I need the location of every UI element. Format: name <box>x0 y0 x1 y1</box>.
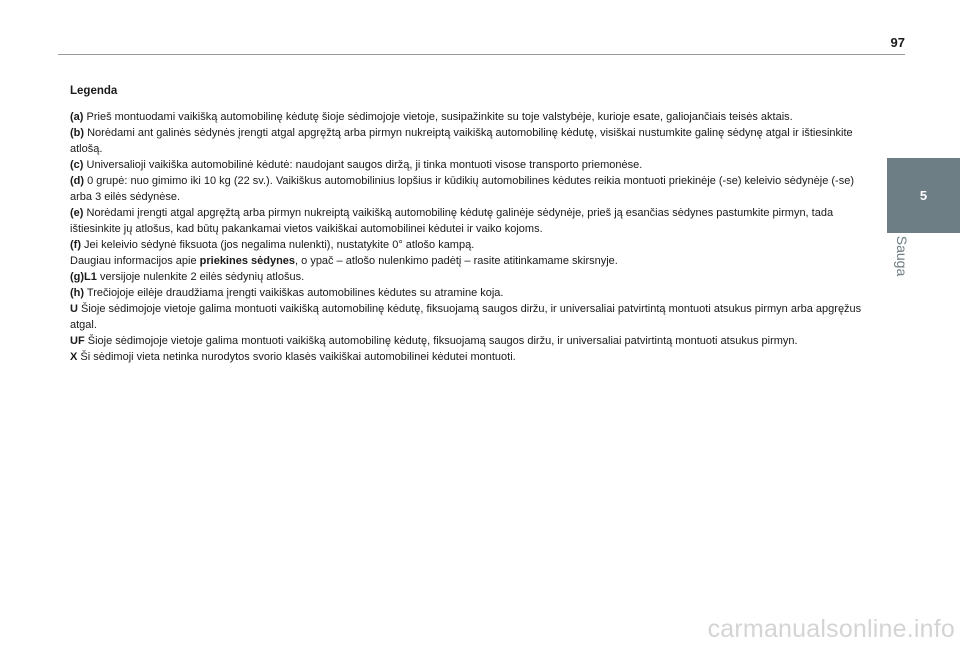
legend-item-g <box>70 269 865 285</box>
legend-list <box>70 109 865 365</box>
legend-heading: Legenda <box>70 85 118 97</box>
chapter-number: 5 <box>919 188 928 203</box>
legend-text: Šioje sėdimojoje vietoje galima montuoti vaikišką automobilinę kėdutę, fiksuojamą saugos diržu, ir universaliai patvirtintą montuoti atsukus pirmyn. <box>84 335 798 347</box>
legend-text: Daugiau informacijos apie <box>70 255 200 267</box>
legend-key: (f) <box>70 239 81 251</box>
legend-key: (d) <box>70 175 85 187</box>
front-seats-reference: priekines sėdynes <box>199 255 296 267</box>
legend-text: 0 grupė: nuo gimimo iki 10 kg (22 sv.). Vaikiškus automobilinius lopšius ir kūdikių automobilines kėdutes reikia montuoti priekinėje (-se) keleivio sėdynėje (-se) arba 3 eilės sėdynėse. <box>70 175 854 203</box>
legend-item-c <box>70 157 865 173</box>
legend-text: Ši sėdimoji vieta netinka nurodytos svorio klasės vaikiškai automobilinei kėdutei montuoti. <box>77 351 516 363</box>
legend-item-u <box>70 301 865 333</box>
legend-key: (a) <box>70 111 84 123</box>
legend-section <box>70 85 865 365</box>
page-number: 97 <box>890 35 905 50</box>
legend-item-uf <box>70 333 865 349</box>
legend-text: Universalioji vaikiška automobilinė kėdutė: naudojant saugos diržą, ji tinka montuoti visose transporto priemonėse. <box>83 159 643 171</box>
legend-key: (c) <box>70 159 84 171</box>
legend-item-b <box>70 125 865 157</box>
legend-item-f <box>70 237 865 253</box>
legend-text: Norėdami ant galinės sėdynės įrengti atgal apgręžtą arba pirmyn nukreiptą vaikišką automobilinę kėdutę, visiškai nustumkite galinę sėdynę atgal ir ištiesinkite atlošą. <box>70 127 853 155</box>
legend-key: U <box>70 303 78 315</box>
legend-text: Prieš montuodami vaikišką automobilinę kėdutę šioje sėdimojoje vietoje, susipažinkite su toje valstybėje, kurioje esate, galiojančiais teisės aktais. <box>83 111 793 123</box>
legend-item-a <box>70 109 865 125</box>
legend-text-after: , o ypač – atlošo nulenkimo padėtį – rasite atitinkamame skirsnyje. <box>295 255 618 267</box>
legend-key: (b) <box>70 127 85 139</box>
legend-text: Šioje sėdimojoje vietoje galima montuoti vaikišką automobilinę kėdutę, fiksuojamą saugos diržu, ir universaliai patvirtintą montuoti atsukus pirmyn arba apgręžus atgal. <box>70 303 862 331</box>
legend-item-h <box>70 285 865 301</box>
watermark: carmanualsonline.info <box>707 615 955 643</box>
legend-key: (e) <box>70 207 84 219</box>
legend-text: versijoje nulenkite 2 eilės sėdynių atlošus. <box>96 271 305 283</box>
header-divider <box>58 54 905 55</box>
legend-item-d <box>70 173 865 205</box>
legend-item-e <box>70 205 865 237</box>
legend-key: UF <box>70 335 85 347</box>
legend-item-front-seats-note <box>70 253 865 269</box>
chapter-title-vertical <box>882 222 922 290</box>
legend-key: X <box>70 351 78 363</box>
legend-key: (g)L1 <box>70 271 97 283</box>
legend-text: Norėdami įrengti atgal apgręžtą arba pirmyn nukreiptą vaikišką automobilinę kėdutę galinėje sėdynėje, prieš ją esančias sėdynes pastumkite pirmyn, tada ištiesinkite jų atlošus, kad būtų pakankamai vietos vaikiškai automobilinei kėdutei ir vaiko kojoms. <box>70 207 834 235</box>
legend-item-x <box>70 349 865 365</box>
legend-text: Jei keleivio sėdynė fiksuota (jos negalima nulenkti), nustatykite 0° atlošo kampą. <box>81 239 475 251</box>
legend-key: (h) <box>70 287 85 299</box>
chapter-title: Sauga <box>894 235 911 277</box>
legend-text: Trečiojoje eilėje draudžiama įrengti vaikiškas automobilines kėdutes su atramine koja. <box>84 287 504 299</box>
